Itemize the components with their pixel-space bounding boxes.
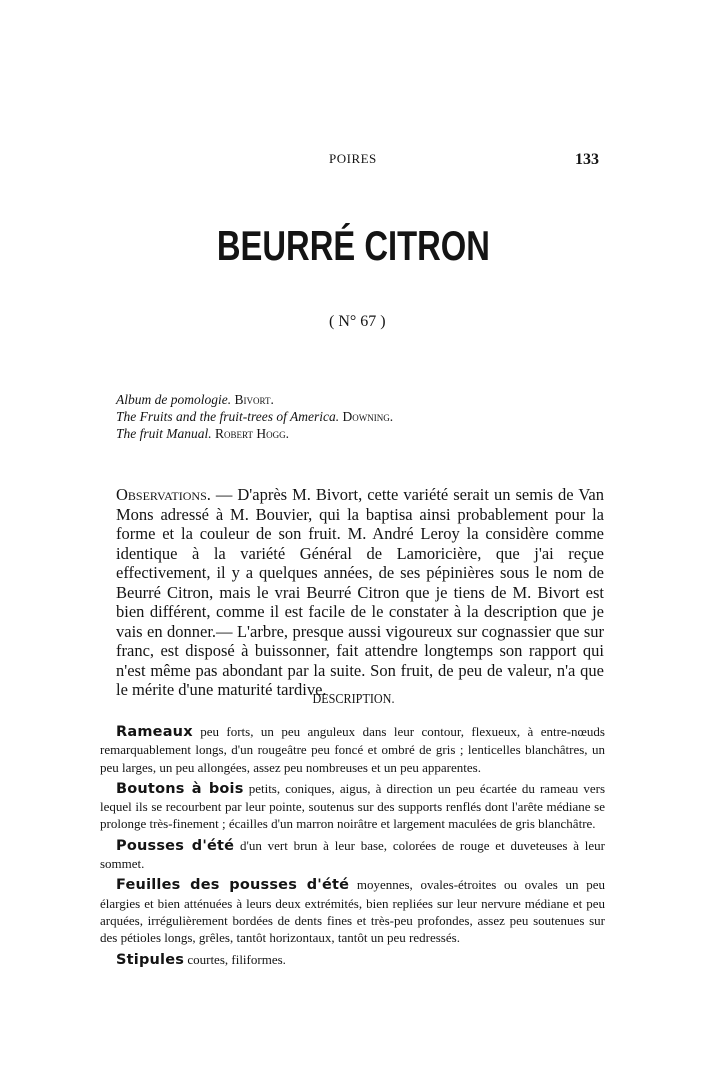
page-title: BEURRÉ CITRON (216, 222, 490, 269)
description-term: Boutons à bois (116, 780, 244, 797)
reference-item (116, 391, 393, 408)
observations-text: — D'après M. Bivort, cette variété serait un semis de Van Mons adressé à M. Bouvier, qui la baptisa ainsi probablement pour la forme et la couleur de son fruit. M. André Leroy la considère comme identique à la variété Général de Lamoricière, que j'ai reçue effectivement, il y a quelques années, de ses pépinières sous le nom de Beurré Citron, mais le vrai Beurré Citron que je tiens de M. Bivort est bien différent, comme il est facile de le constater à la description que je vais en donner.— L'arbre, presque aussi vigoureux sur cognassier que sur franc, est disposé à buissonner, fait attendre longtemps son rapport qui n'est même pas abondant par la suite. Son fruit, de peu de valeur, n'a que le mérite d'une maturité tardive. (116, 485, 604, 699)
running-header-section: POIRES (329, 151, 377, 166)
reference-item (116, 408, 393, 425)
description-entry (100, 837, 605, 873)
description-term: Stipules (116, 951, 185, 968)
reference-author: Bivort. (234, 392, 274, 407)
reference-item (116, 425, 393, 442)
description-entry (100, 876, 605, 946)
description-entry (100, 723, 605, 776)
description-term: Pousses d'été (116, 837, 235, 854)
reference-title: Album de pomologie. (116, 392, 232, 407)
variety-number: ( N° 67 ) (329, 313, 386, 330)
description-text: d'un vert brun à leur base, colorées de rouge et duveteuses à leur sommet. (100, 837, 605, 872)
description-entry (100, 951, 605, 969)
description-text: moyennes, ovales-étroites ou ovales un peu élargies et bien atténuées à leurs deux extrémités, bien repliées sur leur nervure médiane et peu arquées, irrégulièrement bordées de dents fines et très-peu profondes, assez peu soutenues sur des pétioles longs, grêles, tantôt horizontaux, tantôt un peu redressés. (100, 877, 605, 946)
page-number: 133 (575, 151, 599, 168)
reference-author: Robert Hogg. (215, 426, 289, 441)
description-body (100, 723, 605, 973)
reference-title: The Fruits and the fruit-trees of America. (116, 409, 340, 424)
description-text: courtes, filiformes. (184, 951, 286, 967)
reference-title: The fruit Manual. (116, 426, 212, 441)
observations-lead: Observations. (116, 485, 211, 504)
description-term: Feuilles des pousses d'été (116, 877, 350, 894)
description-text: peu forts, un peu anguleux dans leur contour, flexueux, à entre-nœuds remarquablement longs, d'un rougeâtre peu foncé et ombré de gris ; lenticelles blanchâtres, un peu larges, un peu allongées, assez peu nombreuses et un peu apparentes. (100, 724, 605, 775)
description-heading: DESCRIPTION. (312, 691, 395, 706)
description-term: Rameaux (116, 724, 193, 740)
references (116, 391, 393, 442)
observations-paragraph (116, 485, 604, 700)
reference-author: Downing. (342, 409, 394, 424)
description-entry (100, 780, 605, 833)
description-text: petits, coniques, aigus, à direction un peu écartée du rameau vers lequel ils se recourbent par leur pointe, soutenus sur des supports renflés dont l'arête médiane se prolonge très-finement ; écailles d'un marron noirâtre et largement maculées de gris blanchâtre. (100, 780, 606, 832)
